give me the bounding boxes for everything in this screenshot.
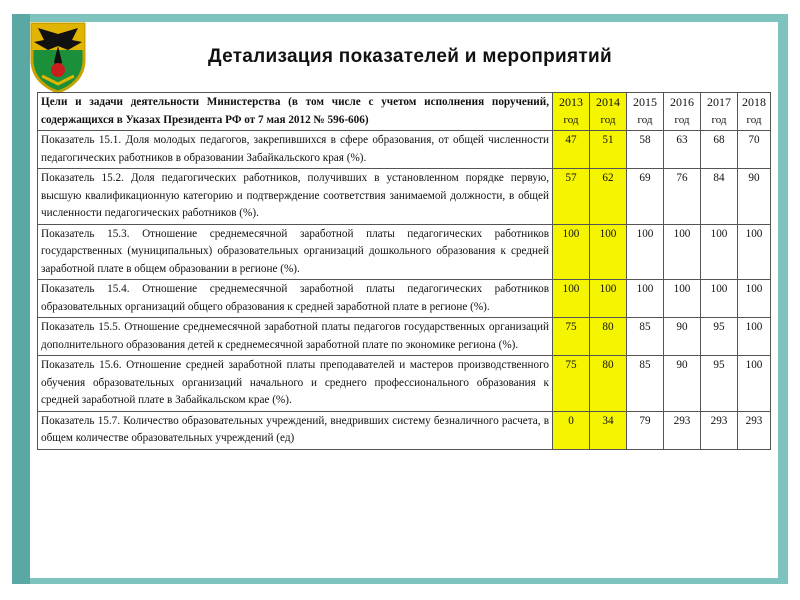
indicator-value: 100	[664, 224, 701, 280]
indicator-value: 63	[664, 131, 701, 169]
indicator-value: 0	[553, 411, 590, 449]
indicator-text: Показатель 15.2. Доля педагогических работников, получивших в установленном порядке первую, высшую квалификационную категорию и подтверждение соответствия занимаемой должности, в общей численности педагогических работников (%).	[38, 169, 553, 225]
table-row	[38, 131, 771, 169]
year-label: 2015	[633, 95, 657, 109]
indicator-value: 100	[627, 280, 664, 318]
year-unit: год	[600, 113, 616, 126]
indicator-value: 79	[627, 411, 664, 449]
indicators-table	[37, 92, 771, 450]
year-label: 2014	[596, 95, 620, 109]
indicator-text: Показатель 15.5. Отношение среднемесячной заработной платы педагогов государственных организаций дополнительного образования детей к среднемесячной заработной плате по экономике региона (%).	[38, 318, 553, 356]
indicator-value: 90	[738, 169, 771, 225]
table-row	[38, 224, 771, 280]
header-year-cell	[590, 93, 627, 131]
year-unit: год	[674, 113, 690, 126]
header-goal-cell: Цели и задачи деятельности Министерства (в том числе с учетом исполнения поручений, содержащихся в Указах Президента РФ от 7 мая 2012 № 596-606)	[38, 93, 553, 131]
table-row	[38, 169, 771, 225]
indicator-value: 68	[701, 131, 738, 169]
indicator-value: 80	[590, 318, 627, 356]
indicator-value: 100	[701, 224, 738, 280]
indicator-value: 100	[553, 280, 590, 318]
indicator-value: 293	[738, 411, 771, 449]
indicator-value: 95	[701, 356, 738, 412]
indicator-value: 100	[738, 224, 771, 280]
header-year-cell	[701, 93, 738, 131]
year-label: 2013	[559, 95, 583, 109]
year-label: 2018	[742, 95, 766, 109]
indicator-text: Показатель 15.3. Отношение среднемесячной заработной платы педагогических работников государственных (муниципальных) образовательных организаций дошкольного образования к средней заработной плате в общем образовании в регионе (%).	[38, 224, 553, 280]
year-unit: год	[563, 113, 579, 126]
indicator-value: 62	[590, 169, 627, 225]
indicator-value: 34	[590, 411, 627, 449]
indicator-value: 90	[664, 356, 701, 412]
header-year-cell	[627, 93, 664, 131]
year-unit: год	[637, 113, 653, 126]
indicator-value: 51	[590, 131, 627, 169]
year-label: 2016	[670, 95, 694, 109]
table-row	[38, 280, 771, 318]
indicator-value: 95	[701, 318, 738, 356]
indicator-value: 75	[553, 318, 590, 356]
indicator-text: Показатель 15.4. Отношение среднемесячной заработной платы педагогических работников образовательных организаций общего образования к средней заработной плате в регионе (%).	[38, 280, 553, 318]
indicator-value: 100	[664, 280, 701, 318]
indicator-value: 84	[701, 169, 738, 225]
header-year-cell	[664, 93, 701, 131]
indicator-value: 293	[664, 411, 701, 449]
indicator-value: 100	[701, 280, 738, 318]
indicator-value: 70	[738, 131, 771, 169]
indicator-text: Показатель 15.1. Доля молодых педагогов, закрепившихся в сфере образования, от общей численности педагогических работников в образовании Забайкальского края (%).	[38, 131, 553, 169]
indicator-text: Показатель 15.7. Количество образовательных учреждений, внедривших систему безналичного расчета, в общем количестве образовательных учреждений (ед)	[38, 411, 553, 449]
indicator-value: 100	[738, 356, 771, 412]
indicator-value: 57	[553, 169, 590, 225]
indicator-value: 69	[627, 169, 664, 225]
table-row	[38, 356, 771, 412]
indicator-value: 85	[627, 318, 664, 356]
indicator-value: 58	[627, 131, 664, 169]
indicator-value: 76	[664, 169, 701, 225]
indicator-value: 85	[627, 356, 664, 412]
indicator-value: 80	[590, 356, 627, 412]
indicator-value: 75	[553, 356, 590, 412]
indicator-text: Показатель 15.6. Отношение средней заработной платы преподавателей и мастеров производственного обучения образовательных организаций начального и среднего профессионального образования к средней заработной плате в Забайкальском крае (%).	[38, 356, 553, 412]
indicator-value: 90	[664, 318, 701, 356]
year-unit: год	[746, 113, 762, 126]
table-row	[38, 411, 771, 449]
year-unit: год	[711, 113, 727, 126]
indicator-value: 100	[627, 224, 664, 280]
coat-of-arms-icon	[24, 20, 92, 94]
indicator-value: 100	[553, 224, 590, 280]
year-label: 2017	[707, 95, 731, 109]
indicator-value: 100	[590, 224, 627, 280]
indicator-value: 47	[553, 131, 590, 169]
slide-frame-shade	[12, 14, 30, 584]
indicator-value: 100	[738, 318, 771, 356]
header-year-cell	[738, 93, 771, 131]
indicator-value: 293	[701, 411, 738, 449]
table-header-row	[38, 93, 771, 131]
header-year-cell	[553, 93, 590, 131]
indicator-value: 100	[590, 280, 627, 318]
indicator-value: 100	[738, 280, 771, 318]
page-title: Детализация показателей и мероприятий	[208, 46, 612, 67]
table-row	[38, 318, 771, 356]
